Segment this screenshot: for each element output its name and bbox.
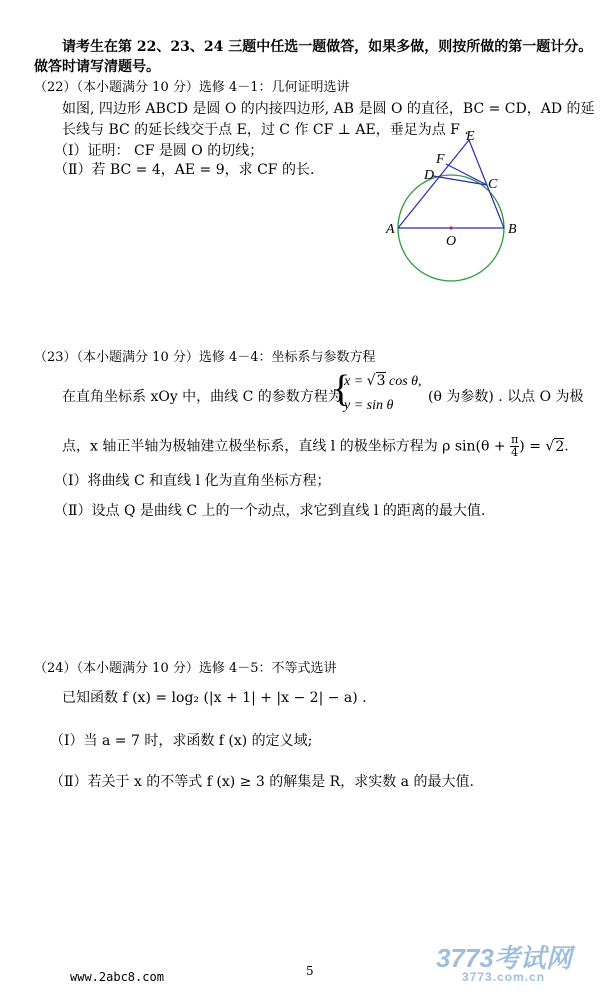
q24-heading: （24）（本小题满分 10 分）选修 4－5：不等式选讲 — [34, 661, 337, 676]
q23-equation-1 — [344, 373, 422, 390]
logo-3773: 3773考试网 — [436, 943, 572, 973]
label-c: C — [488, 177, 498, 192]
q23-part-2: （Ⅱ）设点 Q 是曲线 C 上的一个动点，求它到直线 l 的距离的最大值. — [54, 503, 486, 519]
eq1-sqrt-sign: √ — [366, 373, 376, 389]
eq1-root: 3 — [376, 373, 386, 389]
label-d: D — [424, 168, 435, 183]
pi-over-4 — [510, 434, 519, 459]
segment-ae — [398, 140, 469, 228]
eq1-suffix: cos θ, — [385, 374, 422, 389]
line2-mid: ) = — [519, 438, 546, 455]
q24-part-1: （Ⅰ）当 a = 7 时，求函数 f (x) 的定义域; — [50, 733, 313, 749]
q22-body-line-1: 如图, 四边形 ABCD 是圆 O 的内接四边形, AB 是圆 O 的直径，BC = CD，AD 的延 — [62, 101, 595, 117]
eq1-prefix: x = — [344, 374, 367, 389]
line2-end: . — [564, 438, 569, 455]
q22-part-2: （Ⅱ）若 BC = 4，AE = 9，求 CF 的长. — [54, 162, 315, 178]
q24-part-2: （Ⅱ）若关于 x 的不等式 f (x) ≥ 3 的解集是 R，求实数 a 的最大值. — [50, 774, 474, 790]
q22-part-1: （Ⅰ）证明： CF 是圆 O 的切线； — [54, 143, 264, 159]
q23-line-2 — [62, 434, 569, 459]
line2-prefix: 点，x 轴正半轴为极轴建立极坐标系，直线 l 的极坐标方程为 ρ sin(θ + — [62, 438, 511, 455]
website-left: www.2abc8.com — [70, 970, 164, 984]
page-number: 5 — [306, 964, 314, 978]
frac-num: π — [511, 433, 519, 446]
center-point — [449, 226, 452, 229]
q24-body: 已知函数 f (x) = log₂ (|x + 1| + |x − 2| − a) . — [62, 690, 367, 706]
instruction-line-1: 请考生在第 22、23、24 三题中任选一题做答，如果多做，则按所做的第一题计分。 — [62, 39, 593, 55]
line2-root: 2 — [555, 438, 565, 455]
q23-brace: { — [332, 368, 351, 410]
segment-be — [469, 140, 504, 228]
label-e: E — [466, 130, 475, 144]
line2-sqrt-sign: √ — [545, 438, 555, 455]
q22-geometry-figure — [380, 130, 530, 290]
label-o: O — [446, 234, 457, 249]
logo-3773-domain: 3773.com.cn — [462, 970, 546, 984]
q23-heading: （23）（本小题满分 10 分）选修 4－4：坐标系与参数方程 — [34, 350, 376, 365]
frac-den: 4 — [511, 446, 519, 459]
label-f: F — [436, 152, 445, 167]
q22-body-line-2: 长线与 BC 的延长线交于点 E，过 C 作 CF ⊥ AE，垂足为点 F . — [62, 122, 469, 138]
q23-intro: 在直角坐标系 xOy 中，曲线 C 的参数方程为 — [62, 389, 342, 405]
instruction-line-2: 做答时请写清题号。 — [34, 59, 160, 75]
q23-param-note: (θ 为参数) . 以点 O 为极 — [428, 389, 584, 405]
q23-part-1: （Ⅰ）将曲线 C 和直线 l 化为直角坐标方程； — [54, 473, 331, 489]
q23-equation-2: y = sin θ — [344, 398, 394, 413]
q22-heading: （22）（本小题满分 10 分）选修 4－1：几何证明选讲 — [34, 80, 350, 95]
label-a: A — [386, 222, 395, 237]
label-b: B — [508, 222, 517, 237]
